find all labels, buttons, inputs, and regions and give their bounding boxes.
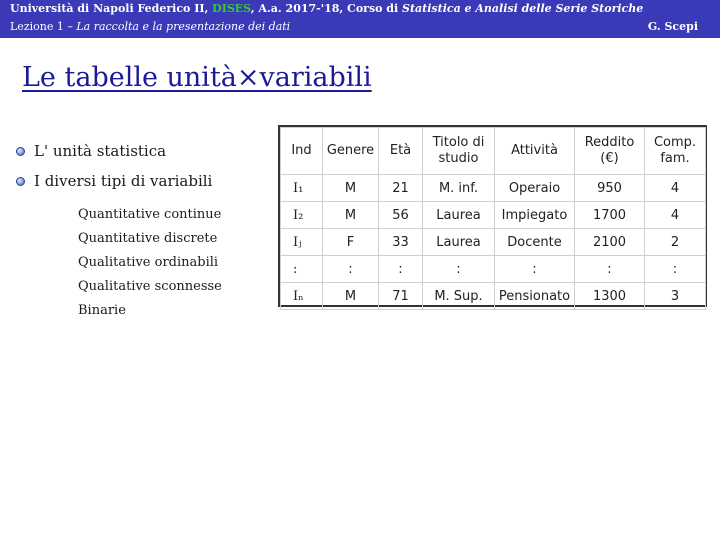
header-author: G. Scepi: [647, 20, 698, 33]
table-cell: M: [323, 202, 379, 229]
table-row: [281, 229, 706, 256]
table-row: [281, 256, 706, 283]
table-cell: F: [323, 229, 379, 256]
table-cell: M: [323, 175, 379, 202]
table-row: [281, 283, 706, 310]
column-header: Reddito (€): [575, 128, 645, 175]
table-cell: :: [645, 256, 706, 283]
table-cell: I₁: [281, 175, 323, 202]
bullet-label: L' unità statistica: [34, 142, 167, 160]
variable-type-item: Quantitative continue: [78, 207, 222, 222]
variable-type-item: Qualitative ordinabili: [78, 255, 219, 270]
table-cell: 3: [645, 283, 706, 310]
table-cell: I₂: [281, 202, 323, 229]
table-cell: Iⱼ: [281, 229, 323, 256]
table-cell: 4: [645, 202, 706, 229]
column-header: Titolo di studio: [423, 128, 495, 175]
table-cell: :: [423, 256, 495, 283]
table-row: [281, 202, 706, 229]
variable-type-item: Qualitative sconnesse: [78, 279, 222, 294]
bullet-item: [16, 172, 212, 190]
table-cell: Laurea: [423, 202, 495, 229]
header-lesson-title: La raccolta e la presentazione dei dati: [76, 20, 291, 33]
table-cell: 950: [575, 175, 645, 202]
units-variables-table: [278, 125, 707, 307]
bullet-label: I diversi tipi di variabili: [34, 172, 213, 190]
header-course: Statistica e Analisi delle Serie Storiche: [402, 2, 644, 15]
header-lesson: Lezione 1 –: [10, 20, 77, 33]
table-cell: 2: [645, 229, 706, 256]
table-header-row: [281, 128, 706, 175]
table-cell: :: [379, 256, 423, 283]
data-table: [280, 127, 706, 310]
table-cell: 21: [379, 175, 423, 202]
table-cell: M. Sup.: [423, 283, 495, 310]
variable-type-item: Binarie: [78, 303, 126, 318]
table-cell: 33: [379, 229, 423, 256]
header-lesson-line: [10, 20, 290, 33]
table-cell: Operaio: [495, 175, 575, 202]
header-university: Università di Napoli Federico II,: [10, 2, 213, 15]
header-year: , A.a. 2017-'18, Corso di: [250, 2, 403, 15]
table-cell: 56: [379, 202, 423, 229]
table-row: [281, 175, 706, 202]
bullet-item: [16, 142, 166, 160]
table-cell: 1700: [575, 202, 645, 229]
slide-header: [0, 0, 720, 38]
table-cell: M: [323, 283, 379, 310]
table-cell: 4: [645, 175, 706, 202]
table-cell: 1300: [575, 283, 645, 310]
table-cell: 71: [379, 283, 423, 310]
column-header: Età: [379, 128, 423, 175]
slide-title: Le tabelle unità×variabili: [22, 62, 372, 93]
table-cell: Pensionato: [495, 283, 575, 310]
table-cell: Iₙ: [281, 283, 323, 310]
variable-type-item: Quantitative discrete: [78, 231, 218, 246]
table-cell: M. inf.: [423, 175, 495, 202]
bullet-icon: [16, 177, 25, 186]
column-header: Ind: [281, 128, 323, 175]
column-header: Genere: [323, 128, 379, 175]
column-header: Comp. fam.: [645, 128, 706, 175]
column-header: Attività: [495, 128, 575, 175]
table-cell: :: [575, 256, 645, 283]
table-cell: :: [495, 256, 575, 283]
table-cell: :: [323, 256, 379, 283]
header-course-line: [10, 2, 643, 15]
table-cell: Impiegato: [495, 202, 575, 229]
table-cell: Docente: [495, 229, 575, 256]
header-dept: DISES: [212, 2, 251, 15]
table-cell: 2100: [575, 229, 645, 256]
table-cell: Laurea: [423, 229, 495, 256]
table-cell: :: [281, 256, 323, 283]
bullet-icon: [16, 147, 25, 156]
